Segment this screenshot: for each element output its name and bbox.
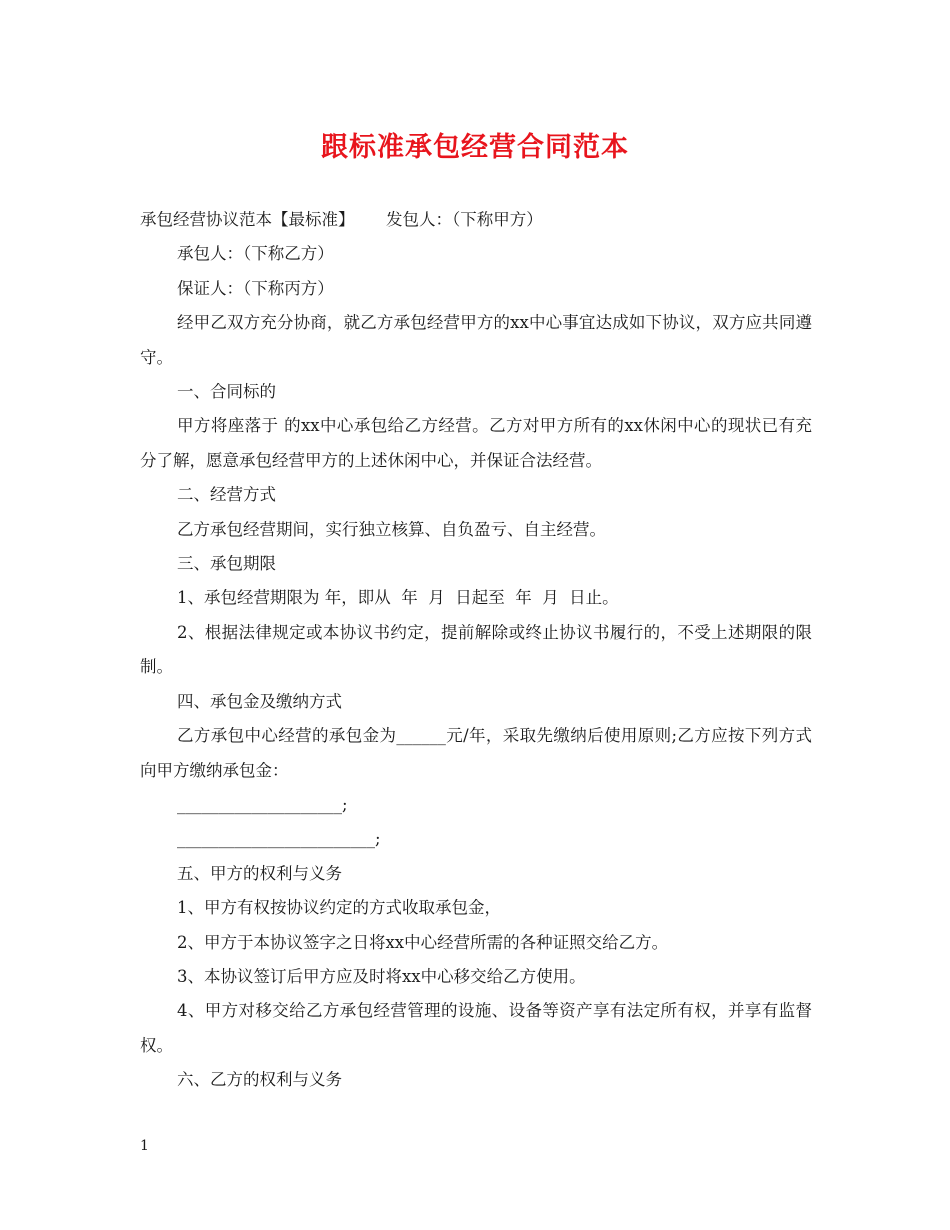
paragraph-party-a-3: 3、本协议签订后甲方应及时将xx中心移交给乙方使用。 [177,966,586,986]
paragraph-contractor: 承包人：（下称乙方） [177,244,334,264]
section-heading-2: 二、经营方式 [177,485,276,505]
section-heading-4: 四、承包金及缴纳方式 [177,691,342,711]
paragraph-party-a-1: 1、甲方有权按协议约定的方式收取承包金， [177,898,501,918]
paragraph-party-a-4: 4、甲方对移交给乙方承包经营管理的设施、设备等资产享有法定所有权，并享有监督权。 [140,1001,812,1055]
section-heading-1: 一、合同标的 [177,382,276,402]
section-heading-5: 五、甲方的权利与义务 [177,863,342,883]
section-heading-6: 六、乙方的权利与义务 [177,1070,342,1090]
paragraph-party-a-2: 2、甲方于本协议签字之日将xx中心经营所需的各种证照交给乙方。 [177,932,669,952]
paragraph-fee: 乙方承包中心经营的承包金为______元/年，采取先缴纳后使用原则;乙方应按下列方式向甲方缴纳承包金： [140,726,812,780]
paragraph-subject: 甲方将座落于 的xx中心承包给乙方经营。乙方对甲方所有的xx休闲中心的现状已有充分了解，愿意承包经营甲方的上述休闲中心，并保证合法经营。 [140,416,812,470]
document-body [140,203,812,1098]
document-title: 跟标准承包经营合同范本 [321,132,629,163]
paragraph-preamble: 经甲乙双方充分协商，就乙方承包经营甲方的xx中心事宜达成如下协议，双方应共同遵守。 [140,313,812,367]
blank-line-1: ____________________; [177,794,348,814]
section-heading-3: 三、承包期限 [177,554,276,574]
blank-line-2: ________________________; [177,829,381,849]
paragraph-operation-mode: 乙方承包经营期间，实行独立核算、自负盈亏、自主经营。 [177,519,606,539]
paragraph-term-2: 2、根据法律规定或本协议书约定，提前解除或终止协议书履行的，不受上述期限的限制。 [140,622,812,677]
page-number: 1 [140,1138,149,1154]
paragraph-guarantor: 保证人：（下称丙方） [177,278,334,298]
paragraph-term-1: 1、承包经营期限为 年，即从 年 月 日起至 年 月 日止。 [177,588,619,608]
paragraph-parties-header: 承包经营协议范本【最标准】 发包人：（下称甲方） [140,210,543,229]
